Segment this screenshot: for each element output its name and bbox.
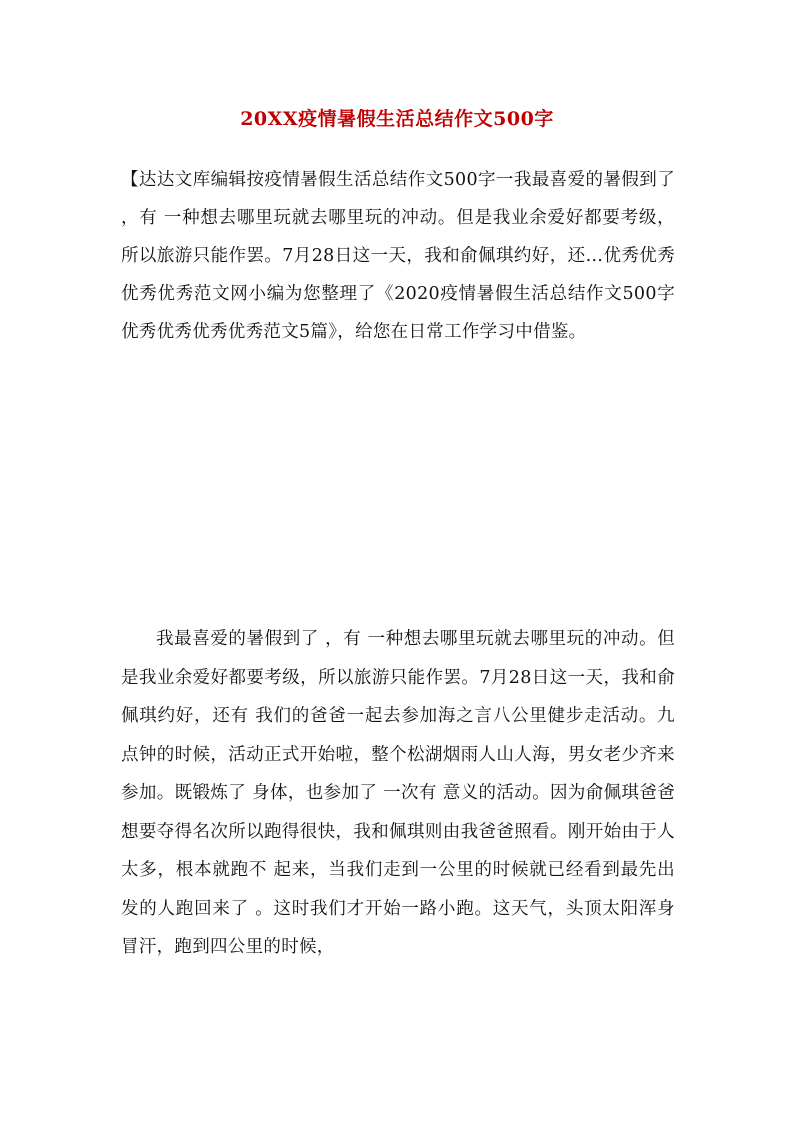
editor-summary-paragraph: 【达达文库编辑按疫情暑假生活总结作文500字一我最喜爱的暑假到了 ，有 一种想去哪里玩就去哪里玩的冲动。但是我业余爱好都要考级，所以旅游只能作罢。7月28日这一天，我和俞佩琪约好，还…优秀优秀优秀优秀范文网小编为您整理了《2020疫情暑假生活总结作文500字优秀优秀优秀优秀范文5篇》，给您在日常工作学习中借鉴。 bbox=[121, 170, 675, 342]
document-title: 20XX疫情暑假生活总结作文500字 bbox=[240, 108, 554, 130]
essay-body-paragraph: 我最喜爱的暑假到了 ，有 一种想去哪里玩就去哪里玩的冲动。但是我业余爱好都要考级，所以旅游只能作罢。7月28日这一天，我和俞佩琪约好，还有 我们的爸爸一起去参加海之言八公里健步走活动。九点钟的时候，活动正式开始啦，整个松湖烟雨人山人海，男女老少齐来参加。既锻炼了 身体，也参加了 一次有 意义的活动。因为俞佩琪爸爸想要夺得名次所以跑得很快，我和佩琪则由我爸爸照看。刚开始由于人太多，根本就跑不 起来，当我们走到一公里的时候就已经看到最先出发的人跑回来了 。这时我们才开始一路小跑。这天气，头顶太阳浑身冒汗，跑到四公里的时候， bbox=[121, 629, 675, 957]
